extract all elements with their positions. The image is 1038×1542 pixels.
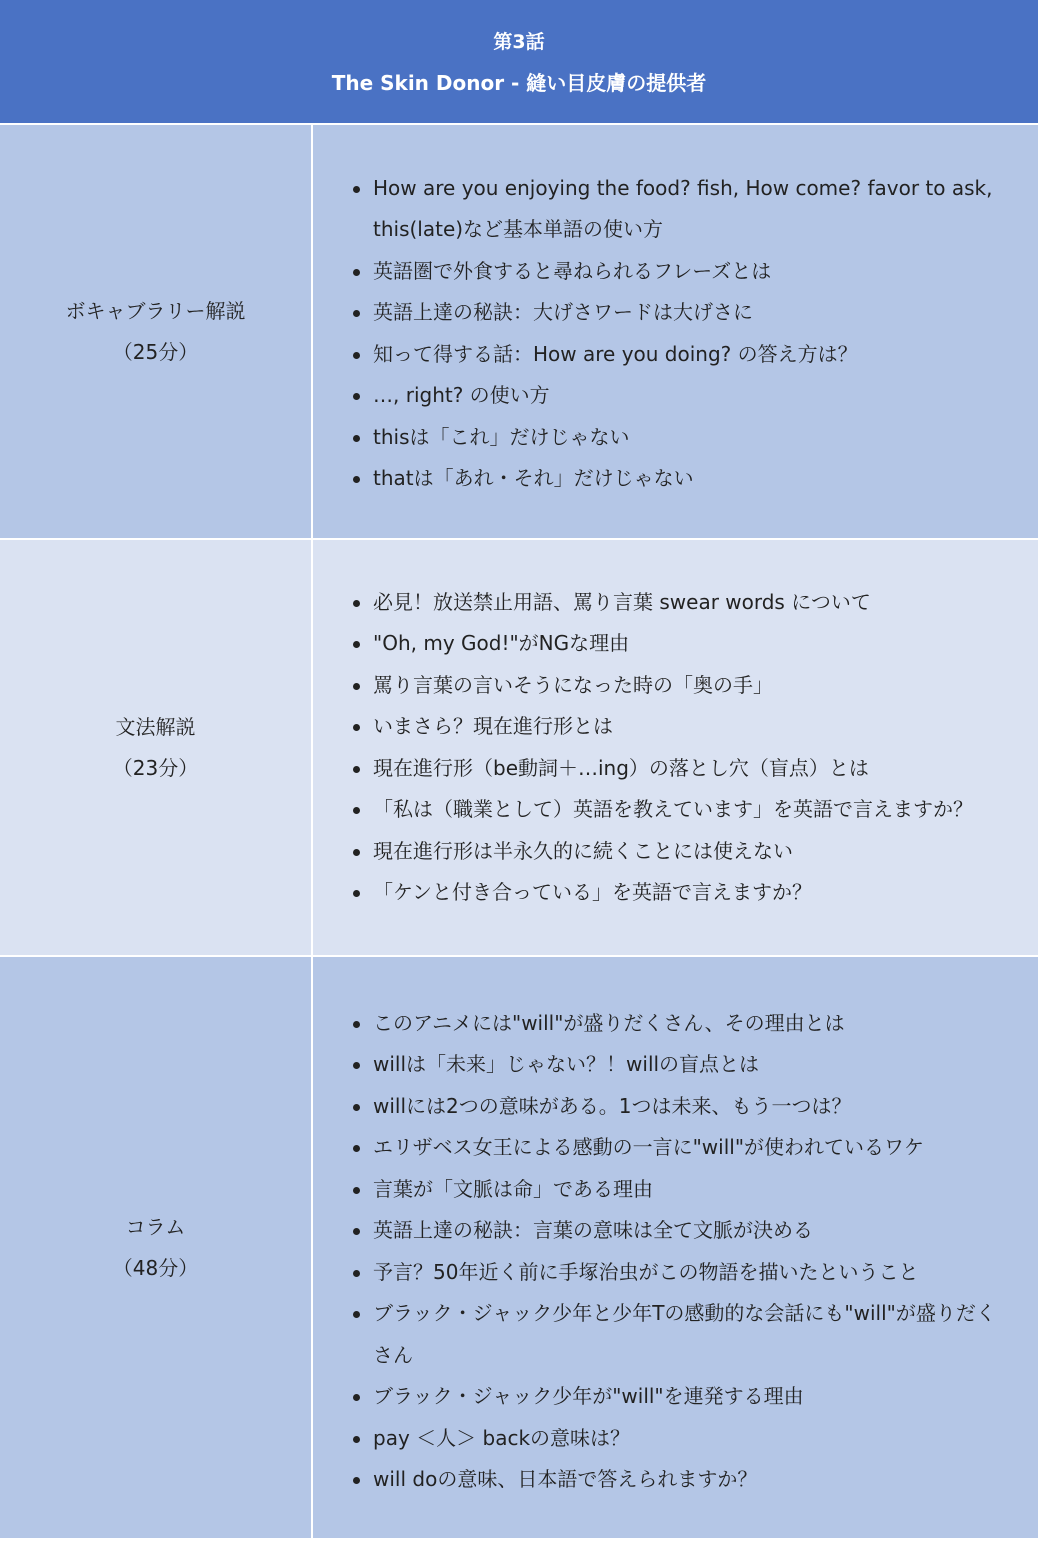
list-item: pay ＜人＞ backの意味は？ (313, 1418, 1013, 1460)
section-row-grammar (0, 540, 1038, 955)
topic-list (313, 540, 1013, 955)
list-item: ブラック・ジャック少年が"will"を連発する理由 (313, 1376, 1013, 1418)
section-name: ボキャブラリー解説 (65, 298, 246, 323)
section-duration: （25分） (112, 339, 199, 364)
list-item: How are you enjoying the food? fish, How come? favor to ask, this(late)など基本単語の使い方 (313, 168, 1013, 251)
list-item: 予言？50年近く前に手塚治虫がこの物語を描いたということ (313, 1252, 1013, 1294)
list-item: このアニメには"will"が盛りだくさん、その理由とは (313, 1003, 1013, 1045)
topic-list (313, 125, 1013, 540)
list-item: …, right? の使い方 (313, 375, 1013, 417)
list-item: 「ケンと付き合っている」を英語で言えますか？ (313, 872, 1013, 914)
list-item: will doの意味、日本語で答えられますか？ (313, 1459, 1013, 1501)
section-row-column (0, 957, 1038, 1538)
list-item: thatは「あれ・それ」だけじゃない (313, 458, 1013, 500)
list-item: 現在進行形（be動詞＋…ing）の落とし穴（盲点）とは (313, 748, 1013, 790)
section-duration: （48分） (112, 1255, 199, 1280)
section-label-cell (0, 125, 311, 538)
episode-number: 第3話 (493, 31, 545, 53)
list-item: 罵り言葉の言いそうになった時の「奥の手」 (313, 665, 1013, 707)
section-row-vocabulary (0, 125, 1038, 538)
list-item: 「私は（職業として）英語を教えています」を英語で言えますか？ (313, 789, 1013, 831)
list-item: 現在進行形は半永久的に続くことには使えない (313, 831, 1013, 873)
episode-title: The Skin Donor - 縫い目皮膚の提供者 (331, 71, 707, 95)
list-item: thisは「これ」だけじゃない (313, 417, 1013, 459)
list-item: 英語上達の秘訣：言葉の意味は全て文脈が決める (313, 1210, 1013, 1252)
topic-list (313, 957, 1013, 1542)
section-duration: （23分） (112, 755, 199, 780)
list-item: 必見！放送禁止用語、罵り言葉 swear words について (313, 582, 1013, 624)
list-item: いまさら？現在進行形とは (313, 706, 1013, 748)
list-item: willには2つの意味がある。1つは未来、もう一つは？ (313, 1086, 1013, 1128)
section-name: 文法解説 (115, 714, 196, 739)
list-item: 知って得する話：How are you doing? の答え方は？ (313, 334, 1013, 376)
list-item: 英語上達の秘訣：大げさワードは大げさに (313, 292, 1013, 334)
list-item: willは「未来」じゃない？！willの盲点とは (313, 1044, 1013, 1086)
list-item: エリザベス女王による感動の一言に"will"が使われているワケ (313, 1127, 1013, 1169)
table-header (0, 0, 1038, 123)
section-name: コラム (125, 1214, 186, 1239)
section-label-cell (0, 540, 311, 955)
list-item: ブラック・ジャック少年と少年Tの感動的な会話にも"will"が盛りだくさん (313, 1293, 1013, 1376)
list-item: 言葉が「文脈は命」である理由 (313, 1169, 1013, 1211)
list-item: "Oh, my God!"がNGな理由 (313, 623, 1013, 665)
section-label-cell (0, 957, 311, 1538)
list-item: 英語圏で外食すると尋ねられるフレーズとは (313, 251, 1013, 293)
